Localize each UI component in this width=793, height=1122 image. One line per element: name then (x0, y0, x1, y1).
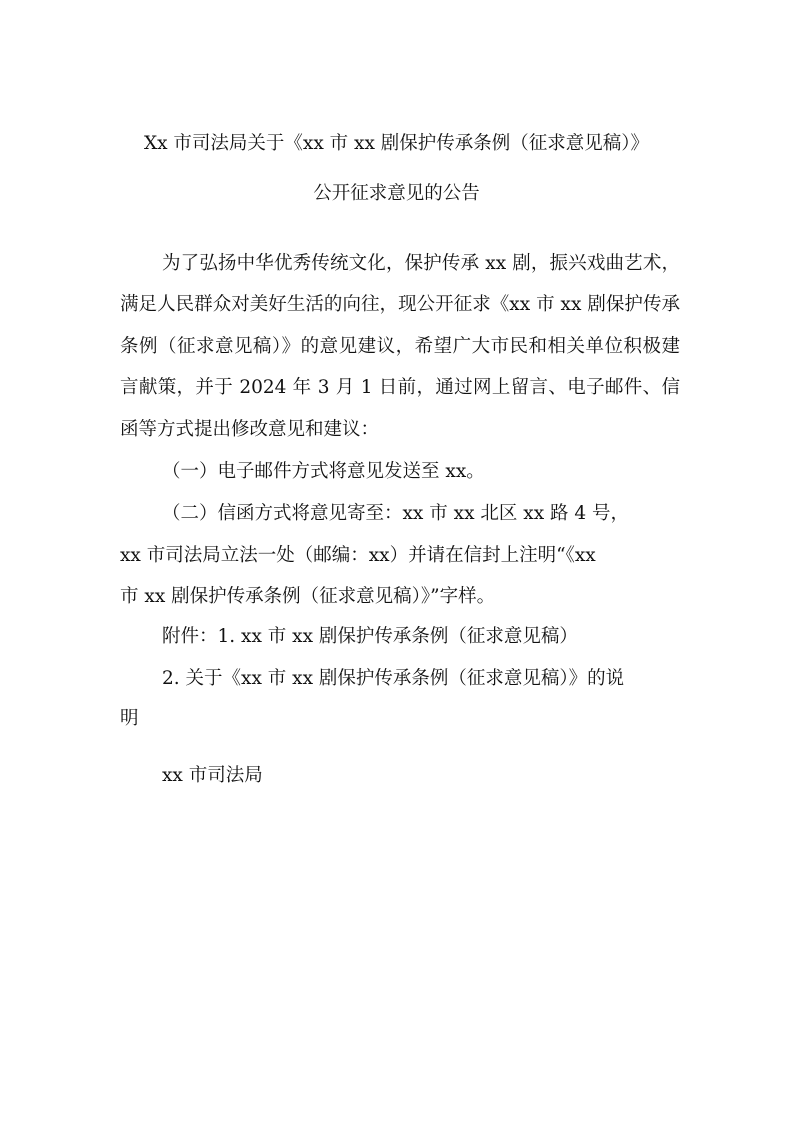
attachment-2-line-2: 明 (120, 708, 139, 729)
method-mail-item-line-2: xx 市司法局立法一处（邮编：xx）并请在信封上注明“《xx (120, 545, 596, 566)
attachment-1: 附件：1. xx 市 xx 剧保护传承条例（征求意见稿） (162, 626, 578, 647)
document-title-line-1: Xx 市司法局关于《xx 市 xx 剧保护传承条例（征求意见稿）》 (143, 133, 650, 154)
document-title-line-2: 公开征求意见的公告 (313, 183, 480, 204)
signature: xx 市司法局 (162, 765, 263, 786)
intro-paragraph-block (120, 243, 680, 450)
method-mail-item-line-3: 市 xx 剧保护传承条例（征求意见稿）》”字样。 (120, 586, 496, 607)
method-email-item: （一）电子邮件方式将意见发送至 xx。 (162, 461, 485, 482)
attachment-2-line-1: 2. 关于《xx 市 xx 剧保护传承条例（征求意见稿）》的说 (162, 668, 625, 689)
method-mail-item-line-1: （二）信函方式将意见寄至：xx 市 xx 北区 xx 路 4 号， (162, 503, 630, 524)
intro-paragraph: 为了弘扬中华优秀传统文化，保护传承 xx 剧，振兴戏曲艺术，满足人民群众对美好生活的向往，现公开征求《xx 市 xx 剧保护传承条例（征求意见稿）》的意见建议，希望广大市民和相关单位积极建言献策，并于 2024 年 3 月 1 日前，通过网上留言、电子邮件、信函等方式提出修改意见和建议： (120, 253, 680, 440)
